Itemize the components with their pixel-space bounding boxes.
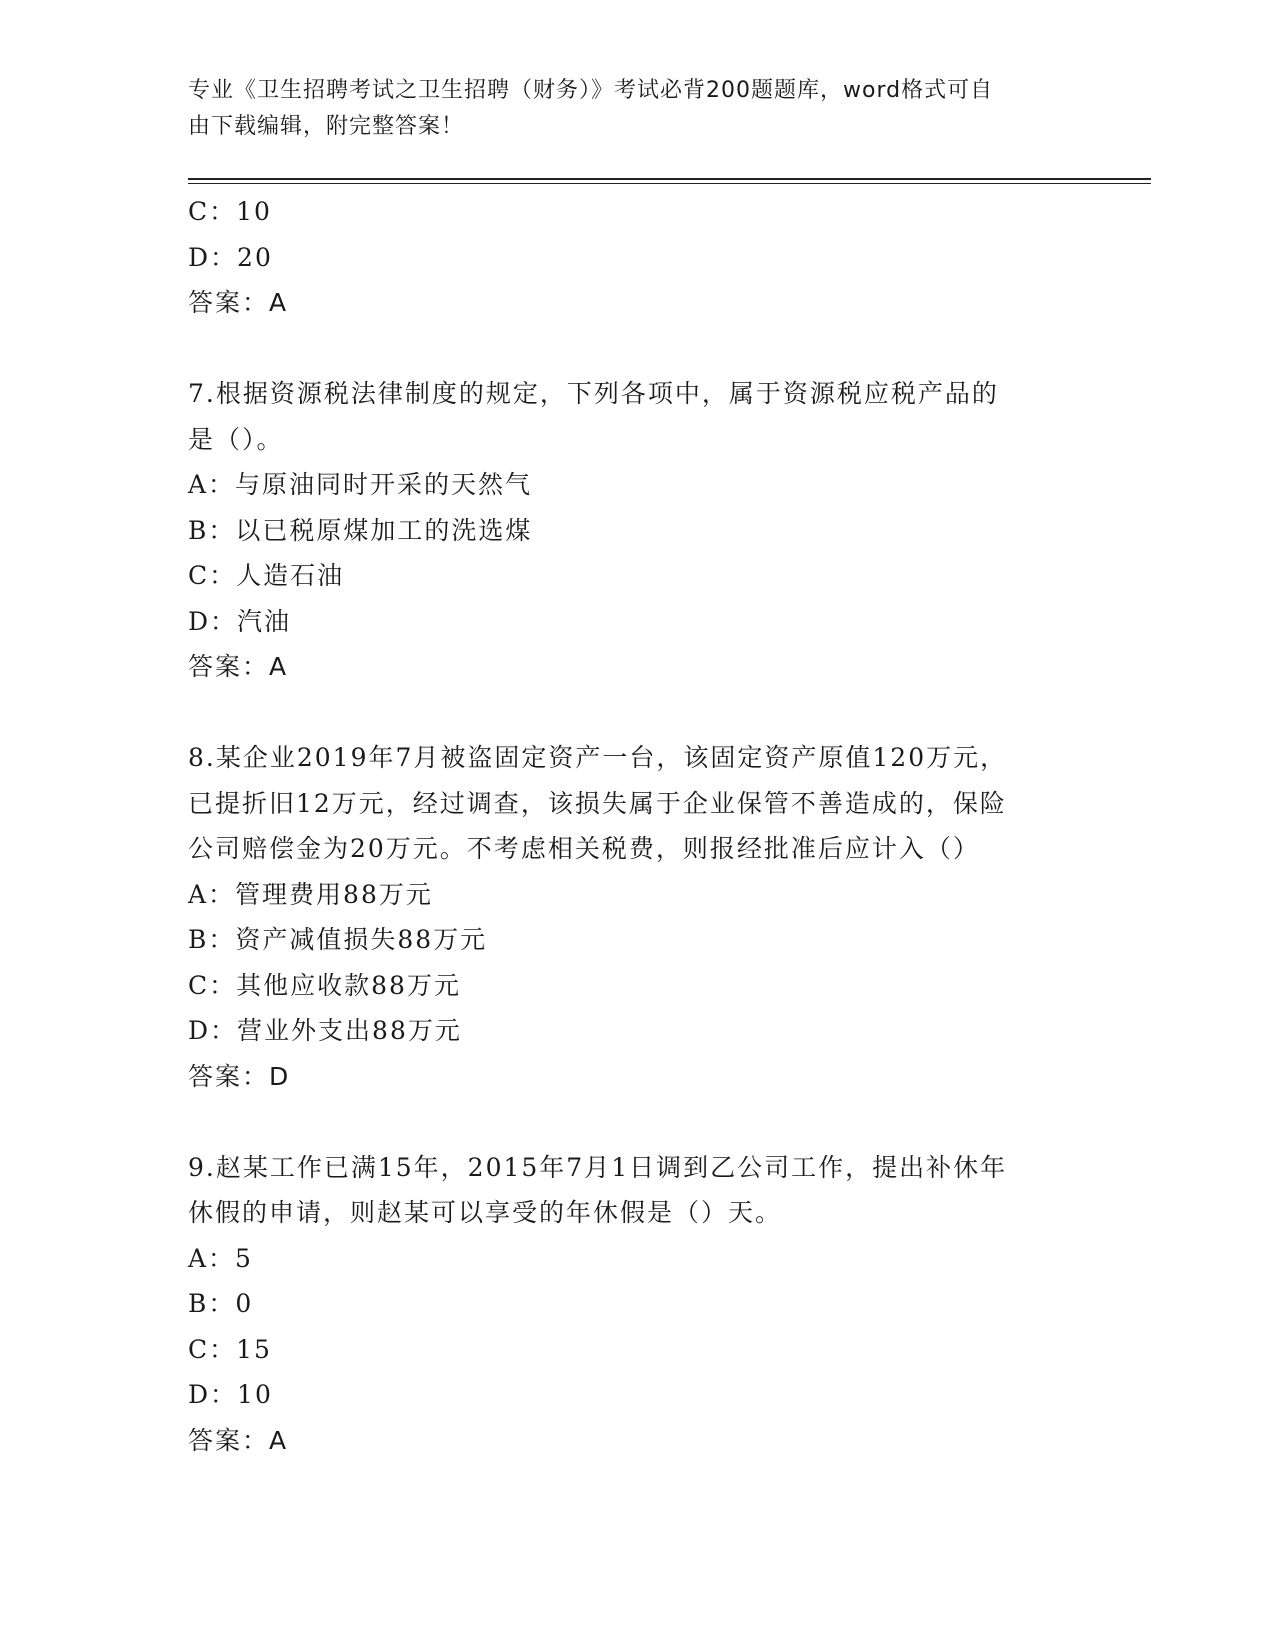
option-b: B：以已税原煤加工的洗选煤 — [188, 515, 533, 545]
option-a: A：5 — [188, 1243, 253, 1273]
option-c: C：10 — [188, 197, 272, 226]
question-8 — [188, 735, 1088, 1099]
option-d: D：汽油 — [188, 606, 292, 636]
option-c: C：15 — [188, 1334, 272, 1364]
question-7 — [188, 371, 1088, 690]
header-rule-thin — [188, 183, 1151, 184]
question-stem: 公司赔偿金为20万元。不考虑相关税费，则报经批准后应计入（） — [188, 834, 980, 863]
question-6-tail — [188, 189, 1088, 326]
question-stem: 是（）。 — [188, 424, 284, 454]
question-9 — [188, 1145, 1088, 1464]
question-spacer — [188, 1099, 1088, 1145]
option-a: A：与原油同时开采的天然气 — [188, 470, 533, 499]
question-stem: 休假的申请，则赵某可以享受的年休假是（）天。 — [188, 1198, 783, 1227]
answer-line: 答案：A — [188, 652, 289, 681]
answer-line: 答案：A — [188, 1425, 289, 1455]
header-rule-thick — [188, 178, 1151, 180]
option-c: C：其他应收款88万元 — [188, 970, 461, 1000]
option-c: C：人造石油 — [188, 561, 345, 590]
question-stem: 8.某企业2019年7月被盗固定资产一台，该固定资产原值120万元， — [188, 743, 1008, 772]
question-spacer — [188, 690, 1088, 736]
question-list — [188, 189, 1088, 1463]
answer-line: 答案：A — [188, 288, 289, 317]
header-title-line-1: 专业《卫生招聘考试之卫生招聘（财务）》考试必背200题题库，word格式可自 — [188, 78, 994, 103]
option-d: D：20 — [188, 242, 273, 272]
option-b: B：资产减值损失88万元 — [188, 925, 488, 954]
header-title-line-2: 由下载编辑，附完整答案！ — [188, 114, 465, 139]
answer-line: 答案：D — [188, 1061, 291, 1091]
option-a: A：管理费用88万元 — [188, 879, 433, 909]
question-stem: 已提折旧12万元，经过调查，该损失属于企业保管不善造成的，保险 — [188, 788, 1007, 818]
question-spacer — [188, 326, 1088, 372]
option-b: B：0 — [188, 1289, 254, 1318]
option-d: D：10 — [188, 1380, 273, 1409]
question-stem: 9.赵某工作已满15年，2015年7月1日调到乙公司工作，提出补休年 — [188, 1152, 1008, 1182]
option-d: D：营业外支出88万元 — [188, 1016, 462, 1045]
document-header — [188, 73, 1068, 145]
question-stem: 7.根据资源税法律制度的规定，下列各项中，属于资源税应税产品的 — [188, 379, 999, 408]
